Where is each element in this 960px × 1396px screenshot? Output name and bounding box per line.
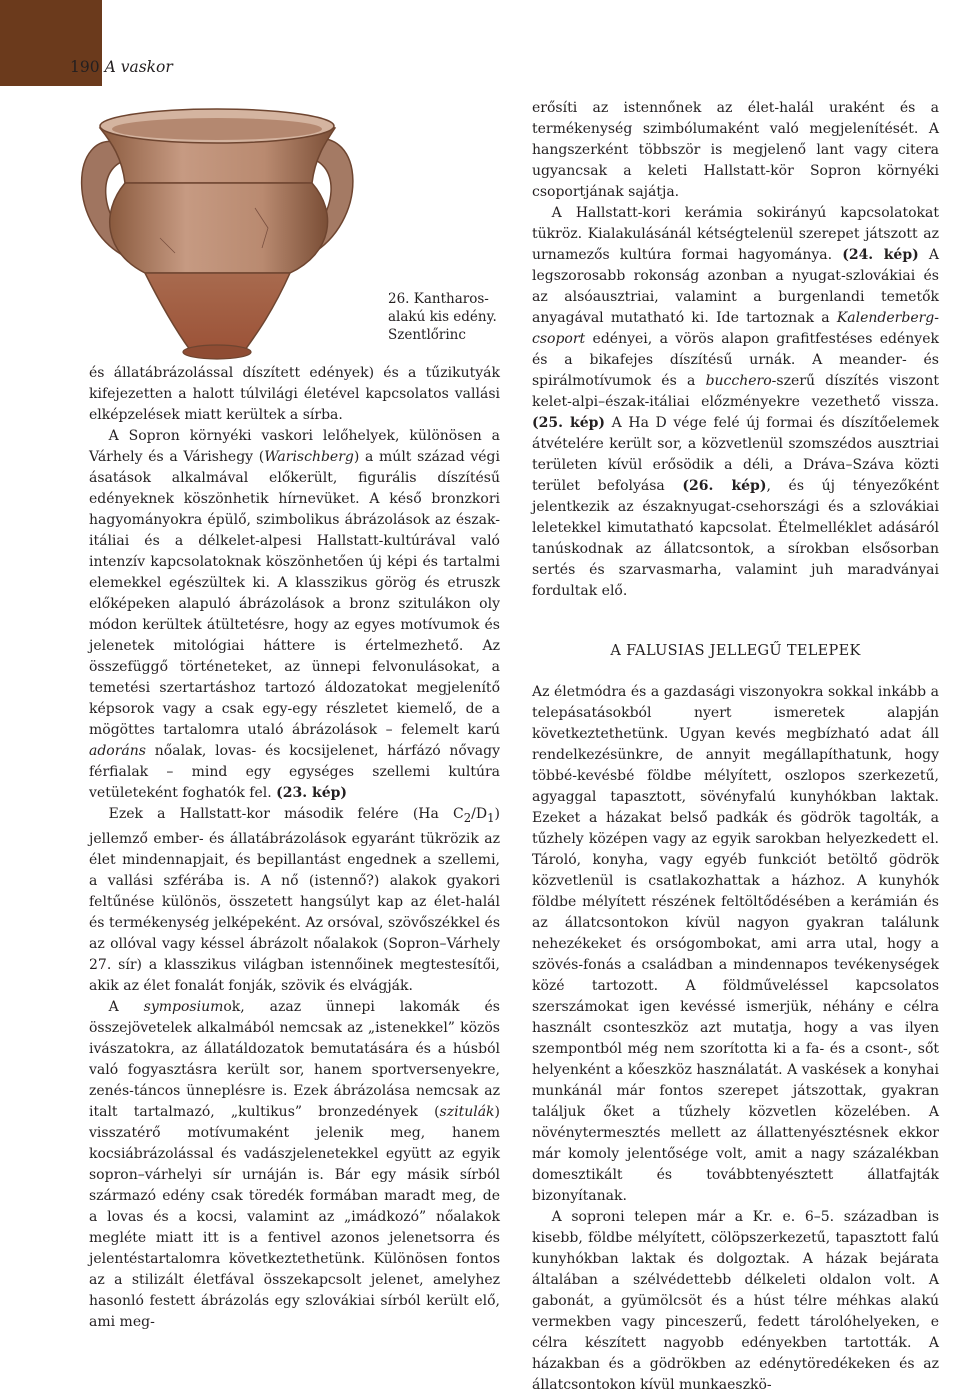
paragraph: és állatábrázolással díszített edények) és a tűzikutyák kifejezetten a halott túlvilági életével kapcsolatos vallási elképzelések miatt kerültek a sírba. <box>89 365 500 423</box>
paragraph: A symposiumok, azaz ünnepi lakomák és összejövetelek alkalmából nemcsak az „istenekkel” közös ivászatokra, az állatáldozatok bemutatására és a húsból való fogyasztásra került sor, hanem sportversenyekre, zenés-táncos ünneplésre is. Ezek ábrázolása nemcsak az italt tartalmazó, „kultikus” bronzedények (szitulák) visszatérő motívumaként jelenik meg, hanem kocsiábrázolással és vadászjelenetekkel együtt az egyik sopron–várhelyi sír urnáján is. Bár egy másik sírból származó edény csak töredék formában maradt meg, de a lovas és a kocsi, valamint az „imádkozó” nőalakok megléte miatt itt is a fentivel azonos jelenetsorra és jelentéstartalomra következtethetünk. Különösen fontos az a stilizált életfával összekapcsolt jelenet, amelyhez hasonló festett ábrázolás egy szlovákiai sírból került elő, ami meg- <box>89 998 500 1330</box>
paragraph: A Sopron környéki vaskori lelőhelyek, különösen a Várhely és a Várishegy (Warischberg) a múlt század végi ásatások alkalmával előkerült, figurális díszítésű edényeknek köszönhetik hírnevüket. A késő bronzkori hagyományokra épülő, szimbolikus ábrázolások az észak-itáliai és a délkelet-alpesi Hallstatt-kultúrával való intenzív kapcsolatoknak köszönhetően új képi és tartalmi elemekkel egészültek ki. A klasszikus görög és etruszk előképeken alapuló ábrázolások a bronz szitulákon oly módon kerültek átültetésre, hogy az egyes motívumok és jelenetek mitológiai háttere is értelmezhető. Az összefüggő történeteket, az ünnepi felvonulásokat, a temetési szertartáshoz tartozó áldozatokat megjelenítő képsorok vagy a csak egy-egy részletet kiemelő, de a mögöttes tartalomra utaló ábrázolások – felemelt karú adoráns nőalak, lovas- és kocsijelenet, hárfázó nővagy férfialak – mind egy egységes szellemi kultúra vetületeként foghatók fel. (23. kép) <box>89 428 500 801</box>
figure-reference: (25. kép) <box>532 415 606 431</box>
figure-reference: (26. kép) <box>682 478 767 494</box>
right-text-column <box>532 98 939 1396</box>
paragraph: A soproni telepen már a Kr. e. 6–5. században is kisebb, földbe mélyített, cölöpszerkezetű, tapasztott falú kunyhókban laktak és dolgoztak. A házak bejárata általában a szélvédettebb délkeleti oldalon volt. A gabonát, a gyümölcsöt és a húst télre méhkas alakú vermekben vagy pinceszerű, fedett tárolóhelyeken, e célra készített nagyobb edényekben tartották. A házakban és a gödrökben az edénytöredékeken és az állatcsontokon kívül munkaeszkö- <box>532 1209 939 1393</box>
figure-reference: (24. kép) <box>842 247 919 263</box>
page-number: 190 <box>70 58 100 76</box>
chapter-title: A vaskor <box>104 58 173 76</box>
running-header <box>70 57 173 77</box>
caption-line: alakú kis edény. <box>388 309 497 325</box>
caption-line: 26. Kantharos- <box>388 291 489 307</box>
caption-line: Szentlőrinc <box>388 327 466 343</box>
left-text-column <box>89 363 500 1333</box>
section-heading: A FALUSIAS JELLEGŰ TELEPEK <box>610 643 861 659</box>
figure-reference: (23. kép) <box>276 785 348 801</box>
kantharos-vessel-photo <box>50 88 380 373</box>
paragraph: erősíti az istennőnek az élet-halál uraként és a termékenység szimbólumaként való megjelenítését. A hangszerként többször is megjelenő lant vagy citera ugyancsak a keleti Hallstatt-kör Sopron környéki csoportjának sajátja. <box>532 100 939 200</box>
figure-caption <box>388 290 497 344</box>
paragraph: Ezek a Hallstatt-kor második felére (Ha $C_2/D_1$) jellemző ember- és állatábrázolások egyaránt tükrözik az élet mindennapjait, és bepillantást engednek a szellemi, a vallási szférába is. A nő (istennő?) alakok gyakori feltűnése különös, összetett hangsúlyt kap az élet-halál és termékenység jelképeként. Az orsóval, szövőszékkel és az ollóval vagy késsel ábrázolt nőalakok (Sopron–Várhely 27. sír) a klasszikus világban istennőinek megtestesítői, akik az élet fonalát fonják, szövik és elvágják. <box>89 806 500 994</box>
paragraph: Az életmódra és a gazdasági viszonyokra sokkal inkább a telepásatásokból nyert ismeretek alapján következtethetünk. Ugyan kevés megbízható adat áll rendelkezésünkre, de annyit megállapíthatunk, hogy többé-kevésbé földbe mélyített, oszlopos szerkezetű, agyaggal tapasztott, sövényfalú kunyhókban laktak. Ezeket a házakat belső padkák és gödrök tagolták, a tűzhely középen vagy az egyik sarokban helyezkedett el. Tároló, konyha, vagy egyéb funkciót betöltő gödrök közvetlenül is csatlakozhattak a házhoz. A kunyhók földbe mélyített részének feltöltődésében a kerámián és az állatcsontokon kívül nagyon gyakran találunk nehezékeket és orsógombokat, ami arra utal, hogy a szövés-fonás a családban a mindennapos tevékenységek közé tartozott. A földműveléssel kapcsolatos szerszámokat igen kevéssé ismerjük, néhány e célra használt csonteszköz azt mutatja, hogy a vas ilyen szempontból még nem szorította ki a fa- és a csont-, sőt helyenként a kőeszköz használatát. A vaskések a konyhai munkánál már fontos szerepet játszottak, gyakran találjuk őket a tűzhely közvetlen közelében. A növénytermesztés mellett az állattenyésztésnek ekkor már komoly jelentősége volt, amit a nagy százalékban domesztikált és továbbtenyésztett állatfajták bizonyítanak. <box>532 684 939 1204</box>
paragraph: A Hallstatt-kori kerámia sokirányú kapcsolatokat tükröz. Kialakulásánál kétségtelenül szerepet játszott az urnamezős kultúra formai hagyománya. (24. kép) A legszorosabb rokonság azonban a nyugat-szlovákiai és az alsóausztriai, valamint a burgenlandi temetők anyagával mutatható ki. Ide tartoznak a Kalenderberg-csoport edényei, a vörös alapon grafitfestéses edények és a bikafejes díszítésű urnák. A meander- és spirálmotívumok és a bucchero-szerű díszítés viszont kelet-alpi–észak-itáliai előzményekre vezethető vissza. (25. kép) A Ha D vége felé új formai és díszítőelemek átvételére került sor, a közvetlenül szomszédos ausztriai területen kívül erősödik a déli, a Dráva–Száva közti terület befolyása (26. kép), és új tényezőként jelentkezik az északnyugat-csehországi és a szlovákiai leletekkel kimutatható kapcsolat. Ételmelléklet adásáról tanúskodnak az állatcsontok, a sírokban elsősorban sertés és szarvasmarha, valamint juh maradványai fordultak elő. <box>532 205 940 599</box>
